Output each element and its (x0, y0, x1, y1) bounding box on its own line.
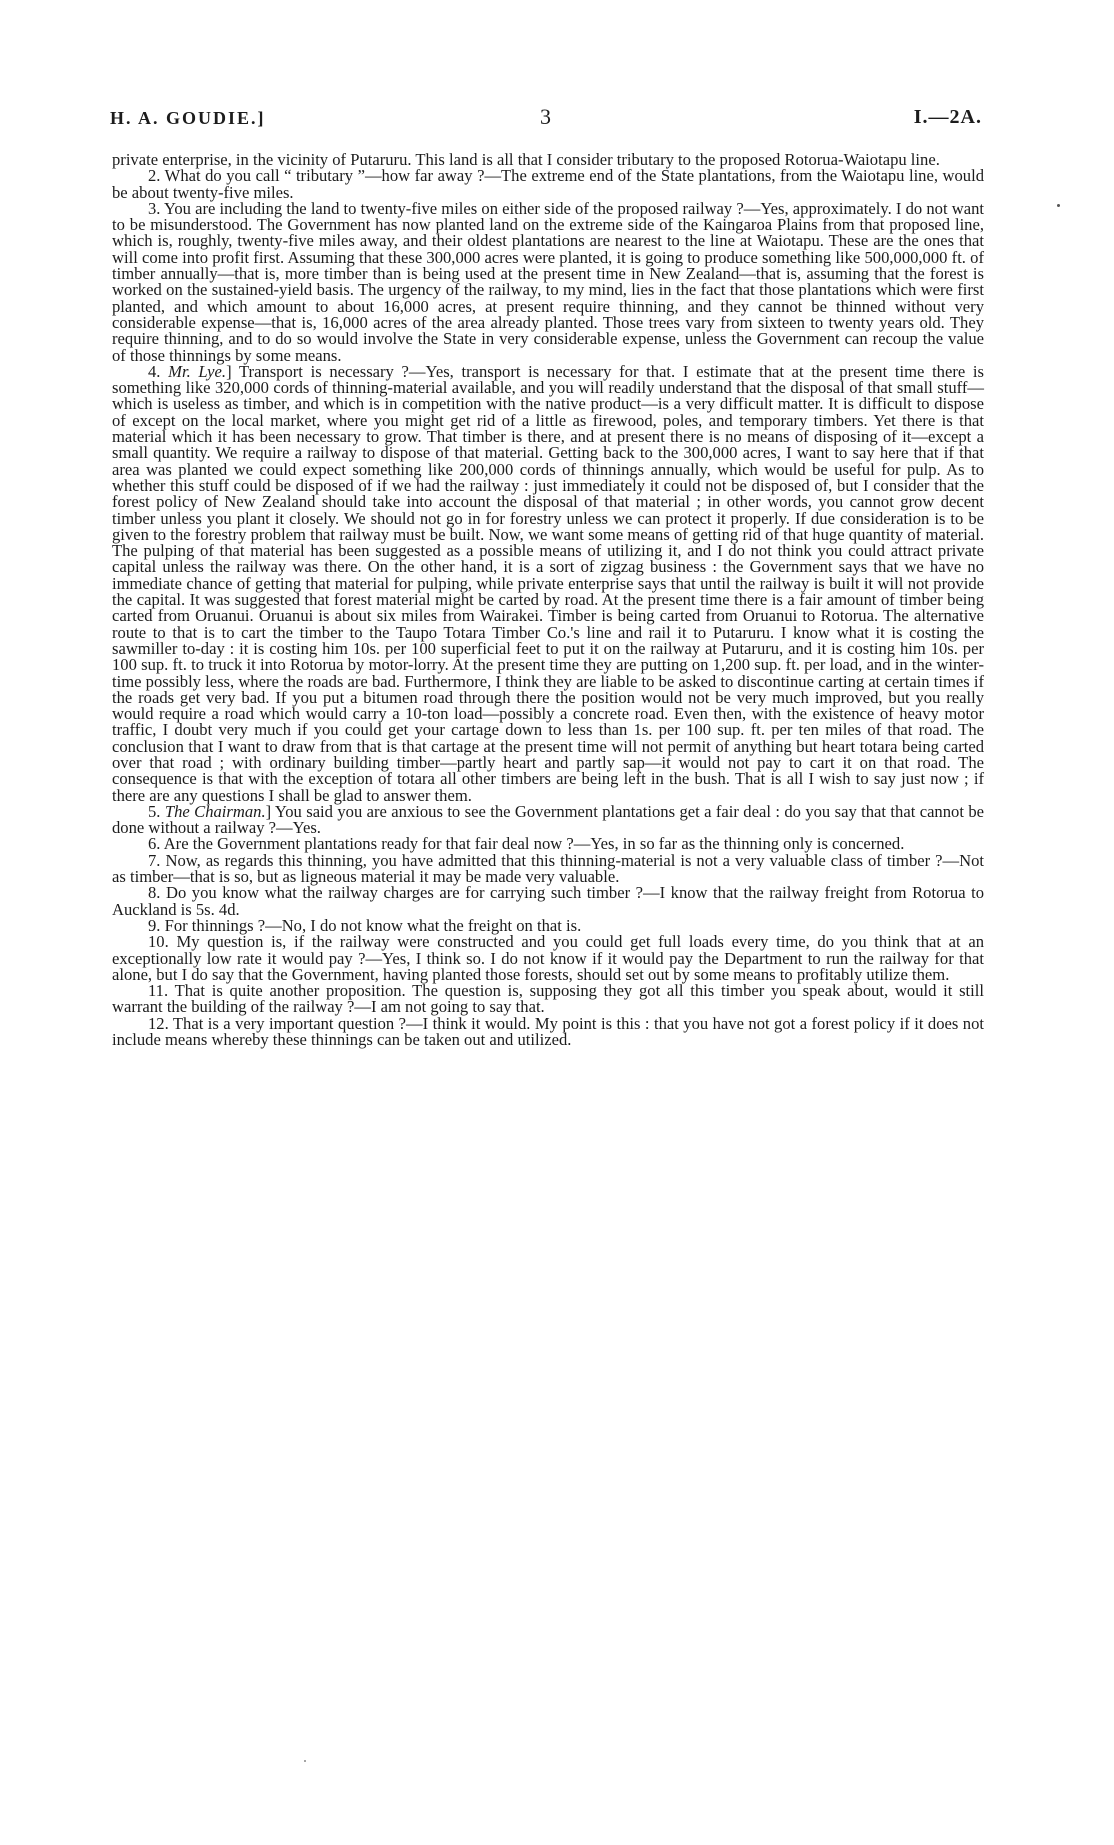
question-7 (112, 850, 984, 887)
paragraph-text: Are the Government plantations ready for that fair deal now ?—Yes, in so far as the thinning only is concerned. (163, 834, 905, 854)
question-number: 4. (148, 361, 161, 381)
speaker-name: Mr. Lye. (168, 361, 227, 381)
paragraph-text: private enterprise, in the vicinity of Putaruru. This land is all that I consider tributary to the proposed Rotorua-Waiotapu line. (112, 150, 940, 169)
question-2 (112, 168, 984, 201)
question-number: 5. (148, 801, 161, 821)
page-number: 3 (540, 104, 552, 129)
question-5: 5. The Chairman.] You said you are anxious to see the Government plantations get a fair deal : do you say that that cannot be done without a railway ?—Yes. (112, 801, 984, 838)
question-number: 2. (148, 166, 161, 186)
testimony-body (112, 152, 984, 1048)
question-8 (112, 885, 984, 918)
document-reference: I.—2A. (913, 106, 982, 128)
question-11 (112, 983, 984, 1016)
paragraph-text: You said you are anxious to see the Government plantations get a fair deal : do you say that that cannot be done without a railway ?—Yes. (112, 801, 984, 838)
question-12 (112, 1013, 984, 1050)
paragraph-text: My question is, if the railway were constructed and you could get full loads every time, do you think that at an exceptionally low rate it would pay ?—Yes, I think so. I do not know if it would pay the Department to run the railway for that alone, but I do say that the Government, having planted those forests, should set out by some means to profitably utilize them. (112, 932, 985, 984)
paragraph-text: That is quite another proposition. The question is, supposing they got all this timber you speak about, would it still warrant the building of the railway ?—I am not going to say that. (112, 981, 984, 1017)
page-header (110, 100, 982, 134)
question-10 (112, 934, 984, 983)
paragraph-text: Do you know what the railway charges are for carrying such timber ?—I know that the railway freight from Rotorua to Auckland is 5s. 4d. (112, 883, 984, 919)
question-number: 8. (148, 883, 161, 903)
paragraph-text: You are including the land to twenty-five miles on either side of the proposed railway ?—Yes, approximately. I do not want to be misunderstood. The Government has now planted land on the extreme side of the Kaingaroa Plains from that proposed line, which is, roughly, twenty-five miles away, and their oldest plantations are nearest to the line at Waiotapu. These are the ones that will come into profit first. Assuming that these 300,000 acres were planted, it is going to produce something like 500,000,000 ft. of timber annually—that is, more timber than is being used at the present time in New Zealand—that is, assuming that the forest is worked on the sustained-yield basis. The urgency of the railway, to my mind, lies in the fact that those plantations which were first planted, and which amount to about 16,000 acres, at present require thinning, and they cannot be thinned without very considerable expense—that is, 16,000 acres of the area already planted. Those trees vary from sixteen to twenty years old. They require thinning, and to do so would involve the State in very considerable expense, unless the Government can recoup the value of those thinnings by some means. (112, 198, 984, 365)
header-author: H. A. GOUDIE.] (110, 108, 266, 128)
paragraph-text: That is a very important question ?—I think it would. My point is this : that you have not got a forest policy if it does not include means whereby these thinnings can be taken out and utilized. (112, 1013, 984, 1050)
page-speck (304, 1760, 306, 1762)
question-4: 4. Mr. Lye.] Transport is necessary ?—Yes, transport is necessary for that. I estimate that at the present time there is something like 320,000 cords of thinning-material available, and you will readily understand that the disposal of that small stuff—which is useless as timber, and which is in competition with the native product—is a very difficult matter. It is difficult to dispose of except on the local market, where you might get rid of a little as firewood, poles, and temporary timbers. Yet there is that material which it has been necessary to grow. That timber is there, and at present there is no means of disposing of it—except a small quantity. We require a railway to dispose of that material. Getting back to the 300,000 acres, I want to say here that if that area was planted we could expect something like 200,000 cords of thinnings annually, which would be useful for pulp. As to whether this stuff could be disposed of if we had the railway : just immediately it could not be disposed of, but I consider that the forest policy of New Zealand should take into account the disposal of that material ; in other words, you cannot grow decent timber unless you plant it closely. We should not go in for forestry unless we can protect it properly. If due consideration is to be given to the forestry problem that railway must be built. Now, we want some means of getting rid of that huge quantity of material. The pulping of that material has been suggested as a possible means of utilizing it, and I do not think you could attract private capital unless the railway was there. On the other hand, it is a sort of zigzag business : the Government says that we have no immediate chance of getting that material for pulping, while private enterprise says that until the railway is built it will not provide the capital. It was suggested that forest material might be carted by road. At the present time there is a fair amount of timber being carted from Oruanui. Oruanui is about six miles from Wairakei. Timber is being carted from Oruanui to Rotorua. The alternative route to that is to cart the timber to the Taupo Totara Timber Co.'s line and rail it to Putaruru. I know what it is costing the sawmiller to-day : it is costing him 10s. per 100 superficial feet to put it on the railway at Putaruru, and it is costing him 10s. per 100 sup. ft. to truck it into Rotorua by motor-lorry. At the present time they are putting on 1,200 sup. ft. per load, and in the winter-time possibly less, where the roads are bad. Furthermore, I think they are liable to be asked to discontinue carting at certain times if the roads get very bad. If you put a bitumen road through there the position would not be very much improved, but you really would require a road which would carry a 10-ton load—possibly a concrete road. Even then, with the existence of heavy motor traffic, I doubt very much if you could get your cartage down to less than 1s. per 100 sup. ft. per ten miles of that road. The conclusion that I want to draw from that is that cartage at the present time will not permit of anything but heart totara being carted over that road ; with ordinary building timber—partly heart and partly sap—it would not pay to cart it on that road. The consequence is that with the exception of totara all other timbers are being left in the bush. That is all I wish to say just now ; if there are any questions I shall be glad to answer them. (112, 361, 984, 805)
speaker-name: The Chairman. (164, 801, 266, 821)
paragraph-text: Transport is necessary ?—Yes, transport is necessary for that. I estimate that at the present time there is something like 320,000 cords of thinning-material available, and you will readily understand that the disposal of that small stuff—which is useless as timber, and which is in competition with the native product—is a very difficult matter. It is difficult to dispose of except on the local market, where you might get rid of a little as firewood, poles, and temporary timbers. Yet there is that material which it has been necessary to grow. That timber is there, and at present there is no means of disposing of it—except a small quantity. We require a railway to dispose of that material. Getting back to the 300,000 acres, I want to say here that if that area was planted we could expect something like 200,000 cords of thinnings annually, which would be useful for pulp. As to whether this stuff could be disposed of if we had the railway : just immediately it could not be disposed of, but I consider that the forest policy of New Zealand should take into account the disposal of that material ; in other words, you cannot grow decent timber unless you plant it closely. We should not go in for forestry unless we can protect it properly. If due consideration is to be given to the forestry problem that railway must be built. Now, we want some means of getting rid of that huge quantity of material. The pulping of that material has been suggested as a possible means of utilizing it, and I do not think you could attract private capital unless the railway was there. On the other hand, it is a sort of zigzag business : the Government says that we have no immediate chance of getting that material for pulping, while private enterprise says that until the railway is built it will not provide the capital. It was suggested that forest material might be carted by road. At the present time there is a fair amount of timber being carted from Oruanui. Oruanui is about six miles from Wairakei. Timber is being carted from Oruanui to Rotorua. The alternative route to that is to cart the timber to the Taupo Totara Timber Co.'s line and rail it to Putaruru. I know what it is costing the sawmiller to-day : it is costing him 10s. per 100 superficial feet to put it on the railway at Putaruru, and it is costing him 10s. per 100 sup. ft. to truck it into Rotorua by motor-lorry. At the present time they are putting on 1,200 sup. ft. per load, and in the winter-time possibly less, where the roads are bad. Furthermore, I think they are liable to be asked to discontinue carting at certain times if the roads get very bad. If you put a bitumen road through there the position would not be very much improved, but you really would require a road which would carry a 10-ton load—possibly a concrete road. Even then, with the existence of heavy motor traffic, I doubt very much if you could get your cartage down to less than 1s. per 100 sup. ft. per ten miles of that road. The conclusion that I want to draw from that is that cartage at the present time will not permit of anything but heart totara being carted over that road ; with ordinary building timber—partly heart and partly sap—it would not pay to cart it on that road. The consequence is that with the exception of totara all other timbers are being left in the bush. That is all I wish to say just now ; if there are any questions I shall be glad to answer them. (112, 361, 984, 805)
question-number: 10. (148, 932, 169, 952)
paragraph-text: What do you call “ tributary ”—how far away ?—The extreme end of the State plantations, from the Waiotapu line, would be about twenty-five miles. (112, 166, 984, 202)
margin-speck (1057, 204, 1060, 207)
question-number: 3. (148, 198, 161, 218)
paragraph-text: For thinnings ?—No, I do not know what the freight on that is. (164, 915, 582, 935)
question-number: 12. (148, 1013, 169, 1033)
question-number: 6. (148, 834, 161, 854)
question-3 (112, 198, 984, 365)
paragraph-text: Now, as regards this thinning, you have admitted that this thinning-material is not a very valuable class of timber ?—Not as timber—that is so, but as ligneous material it may be made very valuable. (112, 850, 984, 887)
question-number: 11. (148, 981, 169, 1001)
question-number: 7. (148, 850, 161, 870)
question-number: 9. (148, 915, 161, 935)
